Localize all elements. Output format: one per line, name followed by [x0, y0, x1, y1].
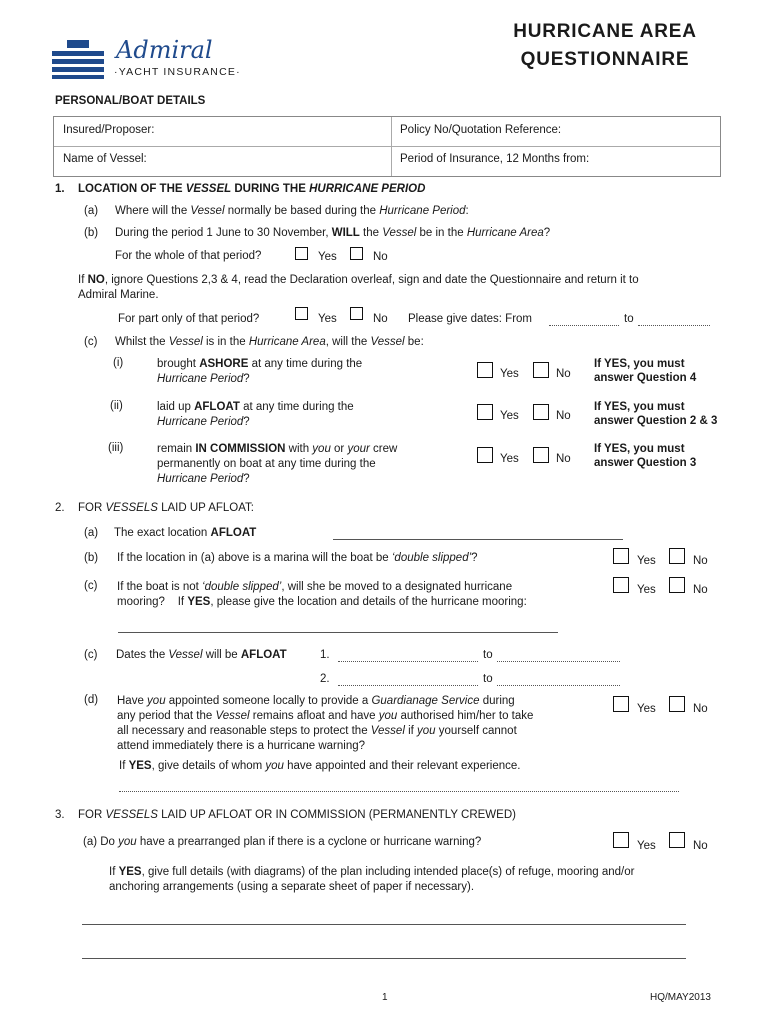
q2c2-label: (c) — [84, 649, 98, 661]
q2b-yes-label: Yes — [637, 555, 656, 567]
q2b-text: If the location in (a) above is a marina will the boat be ‘double slipped’? — [117, 552, 478, 564]
logo — [52, 38, 252, 82]
afloat-date-2-to-label: to — [483, 673, 493, 685]
q2d-yes-instruction: If YES, give details of whom you have appointed and their relevant experience. — [119, 760, 521, 772]
q1c-label: (c) — [84, 336, 98, 348]
form-code: HQ/MAY2013 — [650, 992, 711, 1003]
q3a-details-field-2[interactable] — [82, 958, 686, 959]
q1b-whole-yes-label: Yes — [318, 251, 337, 263]
q1b-part-yes-label: Yes — [318, 313, 337, 325]
afloat-date-1-number: 1. — [320, 649, 330, 661]
q1c-iii-yes-checkbox[interactable] — [477, 447, 493, 463]
q2c-no-checkbox[interactable] — [669, 577, 685, 593]
q1c-i-label: (i) — [113, 357, 124, 369]
q2b-yes-checkbox[interactable] — [613, 548, 629, 564]
q1c-i-note: If YES, you must answer Question 4 — [594, 358, 697, 384]
page-title — [470, 18, 740, 74]
q1c-iii-note: If YES, you must answer Question 3 — [594, 443, 697, 469]
q1c-iii-label: (iii) — [108, 442, 124, 454]
q2d-yes-checkbox[interactable] — [613, 696, 629, 712]
q2c-yes-label: Yes — [637, 584, 656, 596]
q3a-no-label: No — [693, 840, 708, 852]
afloat-date-2-from-field[interactable] — [338, 685, 478, 686]
q1a-text: Where will the Vessel normally be based during the Hurricane Period: — [115, 205, 469, 217]
q2c-no-label: No — [693, 584, 708, 596]
q3a-yes-label: Yes — [637, 840, 656, 852]
q2c-label: (c) — [84, 580, 98, 592]
q1b-whole-yes-checkbox[interactable] — [295, 247, 308, 260]
title-line-1: HURRICANE AREA — [513, 21, 697, 42]
section-1-number: 1. — [55, 183, 65, 195]
q1c-i-text: brought ASHORE at any time during the Hurricane Period? — [157, 358, 363, 385]
q2b-no-checkbox[interactable] — [669, 548, 685, 564]
vessel-name-field[interactable]: Name of Vessel: — [63, 153, 147, 165]
q2c2-text: Dates the Vessel will be AFLOAT — [116, 649, 287, 661]
q1b-text: During the period 1 June to 30 November, WILL the Vessel be in the Hurricane Area? — [115, 227, 551, 239]
q2b-no-label: No — [693, 555, 708, 567]
afloat-date-1-to-field[interactable] — [497, 661, 620, 662]
q1c-ii-text: laid up AFLOAT at any time during the Hurricane Period? — [157, 401, 354, 428]
q1a-label: (a) — [84, 205, 99, 217]
q1c-iii-no-checkbox[interactable] — [533, 447, 549, 463]
section-1-heading: LOCATION OF THE VESSEL DURING THE HURRICANE PERIOD — [78, 183, 426, 195]
q1c-iii-text: remain IN COMMISSION with you or your crew permanently on boat at any time during the Hurricane Period? — [157, 443, 398, 485]
q3a-details-field-1[interactable] — [82, 924, 686, 925]
q1b-whole-no-label: No — [373, 251, 388, 263]
q2a-text: The exact location AFLOAT — [114, 527, 257, 539]
section-2-heading: FOR VESSELS LAID UP AFLOAT: — [78, 502, 254, 514]
page-number: 1 — [382, 992, 388, 1003]
q1c-i-yes-checkbox[interactable] — [477, 362, 493, 378]
q3a-text: (a) Do you have a prearranged plan if there is a cyclone or hurricane warning? — [83, 836, 482, 848]
dates-to-field[interactable] — [638, 325, 710, 326]
q2a-label: (a) — [84, 527, 99, 539]
q2d-label: (d) — [84, 694, 99, 706]
q1c-iii-no-label: No — [556, 453, 571, 465]
q1c-i-no-checkbox[interactable] — [533, 362, 549, 378]
afloat-date-1-from-field[interactable] — [338, 661, 478, 662]
dates-from-label: Please give dates: From — [408, 313, 533, 325]
q1b-label: (b) — [84, 227, 99, 239]
insured-field[interactable]: Insured/Proposer: — [63, 124, 155, 136]
q2c-yes-checkbox[interactable] — [613, 577, 629, 593]
q1c-ii-no-checkbox[interactable] — [533, 404, 549, 420]
q1c-ii-no-label: No — [556, 410, 571, 422]
q1c-ii-yes-checkbox[interactable] — [477, 404, 493, 420]
personal-heading: PERSONAL/BOAT DETAILS — [55, 95, 206, 107]
q1c-i-yes-label: Yes — [500, 368, 519, 380]
q1c-iii-yes-label: Yes — [500, 453, 519, 465]
q1b-whole-period: For the whole of that period? — [115, 250, 262, 262]
q3a-no-checkbox[interactable] — [669, 832, 685, 848]
q3a-yes-instruction: If YES, give full details (with diagrams) of the plan including intended place(s) of refuge, mooring and/or anchoring arrangements (using a separate sheet of paper if necessary). — [109, 866, 635, 893]
q2c-mooring-field[interactable] — [118, 632, 558, 633]
q1b-part-no-checkbox[interactable] — [350, 307, 363, 320]
q1b-part-yes-checkbox[interactable] — [295, 307, 308, 320]
q2d-text: Have you appointed someone locally to provide a Guardianage Service during any period that the Vessel remains afloat and have you authorised him/her to take all necessary and reasonable steps to protect the Vessel if you yourself cannot attend immediately there is a hurricane warning? — [117, 695, 534, 752]
q2d-no-checkbox[interactable] — [669, 696, 685, 712]
afloat-date-2-number: 2. — [320, 673, 330, 685]
q1c-text: Whilst the Vessel is in the Hurricane Area, will the Vessel be: — [115, 336, 424, 348]
q3a-yes-checkbox[interactable] — [613, 832, 629, 848]
q2d-details-field[interactable] — [119, 791, 679, 792]
title-line-2: QUESTIONNAIRE — [520, 49, 690, 70]
q1c-i-no-label: No — [556, 368, 571, 380]
q2a-location-field[interactable] — [333, 539, 623, 540]
q1b-part-no-label: No — [373, 313, 388, 325]
q1c-ii-label: (ii) — [110, 400, 123, 412]
policy-field[interactable]: Policy No/Quotation Reference: — [400, 124, 562, 136]
section-2-number: 2. — [55, 502, 65, 514]
logo-subtitle: ·YACHT INSURANCE· — [114, 66, 241, 78]
period-field[interactable]: Period of Insurance, 12 Months from: — [400, 153, 590, 165]
dates-to-label: to — [624, 313, 634, 325]
section-3-heading: FOR VESSELS LAID UP AFLOAT OR IN COMMISSION (PERMANENTLY CREWED) — [78, 809, 516, 821]
q2d-yes-label: Yes — [637, 703, 656, 715]
q1b-whole-no-checkbox[interactable] — [350, 247, 363, 260]
afloat-date-1-to-label: to — [483, 649, 493, 661]
q2c-text: If the boat is not ‘double slipped’, will she be moved to a designated hurricane mooring? If YES, please give the location and details of the hurricane mooring: — [117, 581, 527, 608]
q1c-ii-yes-label: Yes — [500, 410, 519, 422]
logo-name: Admiral — [116, 36, 213, 64]
q2b-label: (b) — [84, 552, 99, 564]
q1c-ii-note: If YES, you must answer Question 2 & 3 — [594, 401, 718, 427]
q1b-part-period: For part only of that period? — [118, 313, 260, 325]
admiral-wave-icon — [52, 38, 104, 80]
section-3-number: 3. — [55, 809, 65, 821]
q2d-no-label: No — [693, 703, 708, 715]
if-no-instruction: If NO, ignore Questions 2,3 & 4, read the Declaration overleaf, sign and date the Questionnaire and return it to Admiral Marine. — [78, 274, 639, 301]
dates-from-field[interactable] — [549, 325, 619, 326]
afloat-date-2-to-field[interactable] — [497, 685, 620, 686]
